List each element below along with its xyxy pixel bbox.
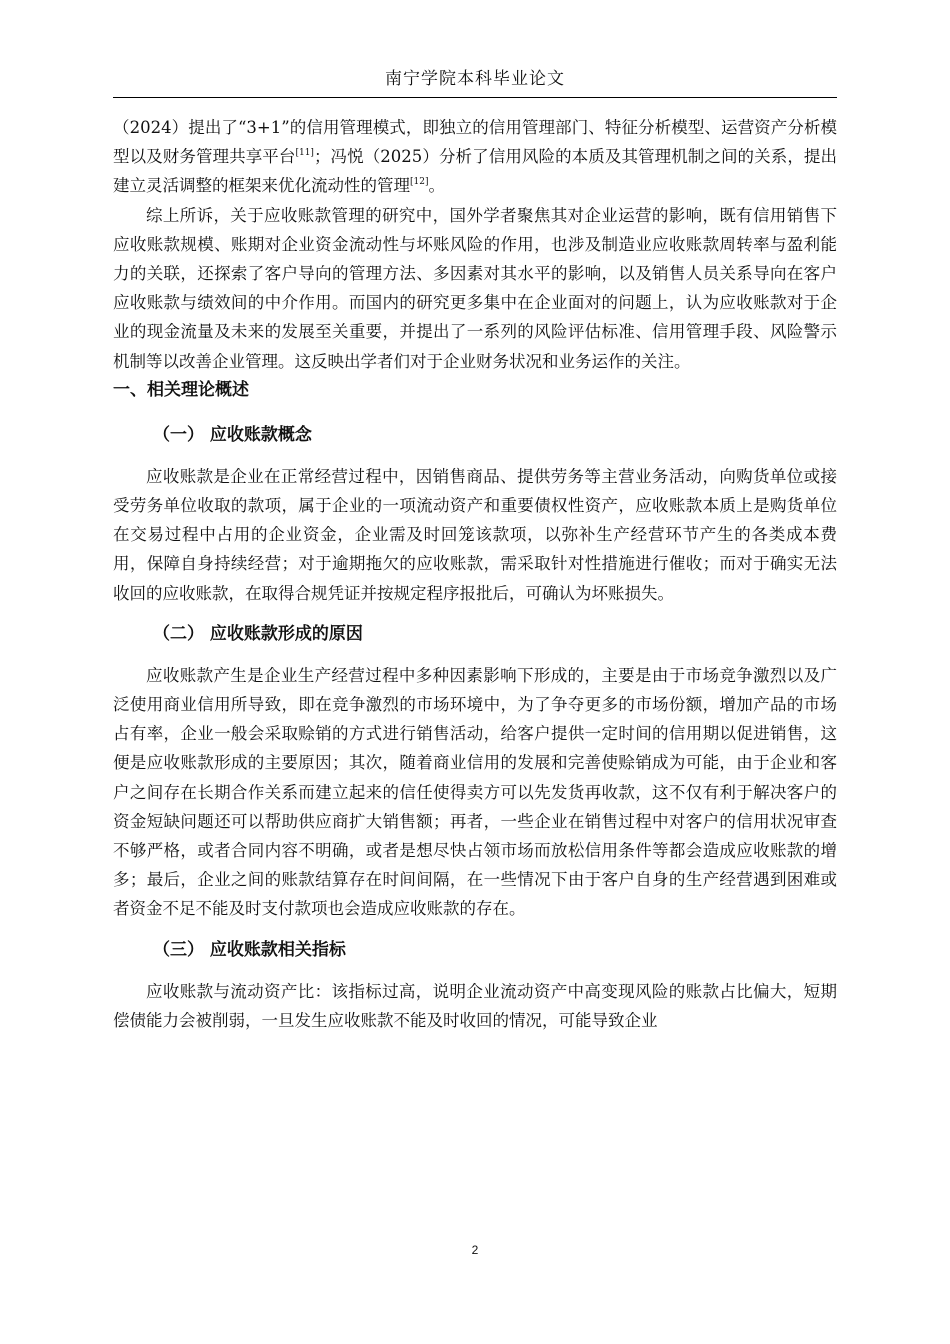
citation-11: [11] [295,148,314,159]
paragraph-1-text: （2024）提出了“3+1”的信用管理模式，即独立的信用管理部门、特征分析模型、运营资产分析模型以及财务管理共享平台 [113,118,837,167]
paragraph-1-text-2: ；冯悦（2025）分析了信用风险的本质及其管理机制之间的关系，提出建立灵活调整的框架来优化流动性的管理 [113,147,837,196]
paragraph-5: 应收账款与流动资产比：该指标过高，说明企业流动资产中高变现风险的账款占比偏大，短期偿债能力会被削弱，一旦发生应收账款不能及时收回的情况，可能导致企业 [113,981,837,1030]
page-header: 南宁学院本科毕业论文 [385,69,565,89]
header-rule [113,97,837,98]
paragraph-1 [113,113,837,201]
subsection-heading-3: （三） 应收账款相关指标 [153,939,346,960]
subsection-heading-2: （二） 应收账款形成的原因 [153,623,363,644]
paragraph-3: 应收账款是企业在正常经营过程中，因销售商品、提供劳务等主营业务活动，向购货单位或接受劳务单位收取的款项，属于企业的一项流动资产和重要债权性资产，应收账款本质上是购货单位在交易过程中占用的企业资金，企业需及时回笼该款项，以弥补生产经营环节产生的各类成本费用，保障自身持续经营；对于逾期拖欠的应收账款，需采取针对性措施进行催收；而对于确实无法收回的应收账款，在取得合规凭证并按规定程序报批后，可确认为坏账损失。 [113,466,837,603]
paragraph-4: 应收账款产生是企业生产经营过程中多种因素影响下形成的，主要是由于市场竞争激烈以及广泛使用商业信用所导致，即在竞争激烈的市场环境中，为了争夺更多的市场份额，增加产品的市场占有率，企业一般会采取赊销的方式进行销售活动，给客户提供一定时间的信用期以促进销售，这便是应收账款形成的主要原因；其次，随着商业信用的发展和完善使赊销成为可能，由于企业和客户之间存在长期合作关系而建立起来的信任使得卖方可以先发货再收款，这不仅有利于解决客户的资金短缺问题还可以帮助供应商扩大销售额；再者，一些企业在销售过程中对客户的信用状况审查不够严格，或者合同内容不明确，或者是想尽快占领市场而放松信用条件等都会造成应收账款的增多；最后，企业之间的账款结算存在时间间隔，在一些情况下由于客户自身的生产经营遇到困难或者资金不足不能及时支付款项也会造成应收账款的存在。 [113,665,837,919]
paragraph-1-end: 。 [428,176,445,196]
paragraph-2: 综上所诉，关于应收账款管理的研究中，国外学者聚焦其对企业运营的影响，既有信用销售下应收账款规模、账期对企业资金流动性与坏账风险的作用，也涉及制造业应收账款周转率与盈利能力的关联，还探索了客户导向的管理方法、多因素对其水平的影响，以及销售人员关系导向在客户应收账款与绩效间的中介作用。而国内的研究更多集中在企业面对的问题上，认为应收账款对于企业的现金流量及未来的发展至关重要，并提出了一系列的风险评估标准、信用管理手段、风险警示机制等以改善企业管理。这反映出学者们对于企业财务状况和业务运作的关注。 [113,205,837,371]
page-number: 2 [471,1243,479,1257]
subsection-heading-1: （一） 应收账款概念 [153,424,312,445]
section-heading-1: 一、相关理论概述 [113,379,249,400]
page-content [113,113,837,1035]
citation-12: [12] [410,177,429,188]
